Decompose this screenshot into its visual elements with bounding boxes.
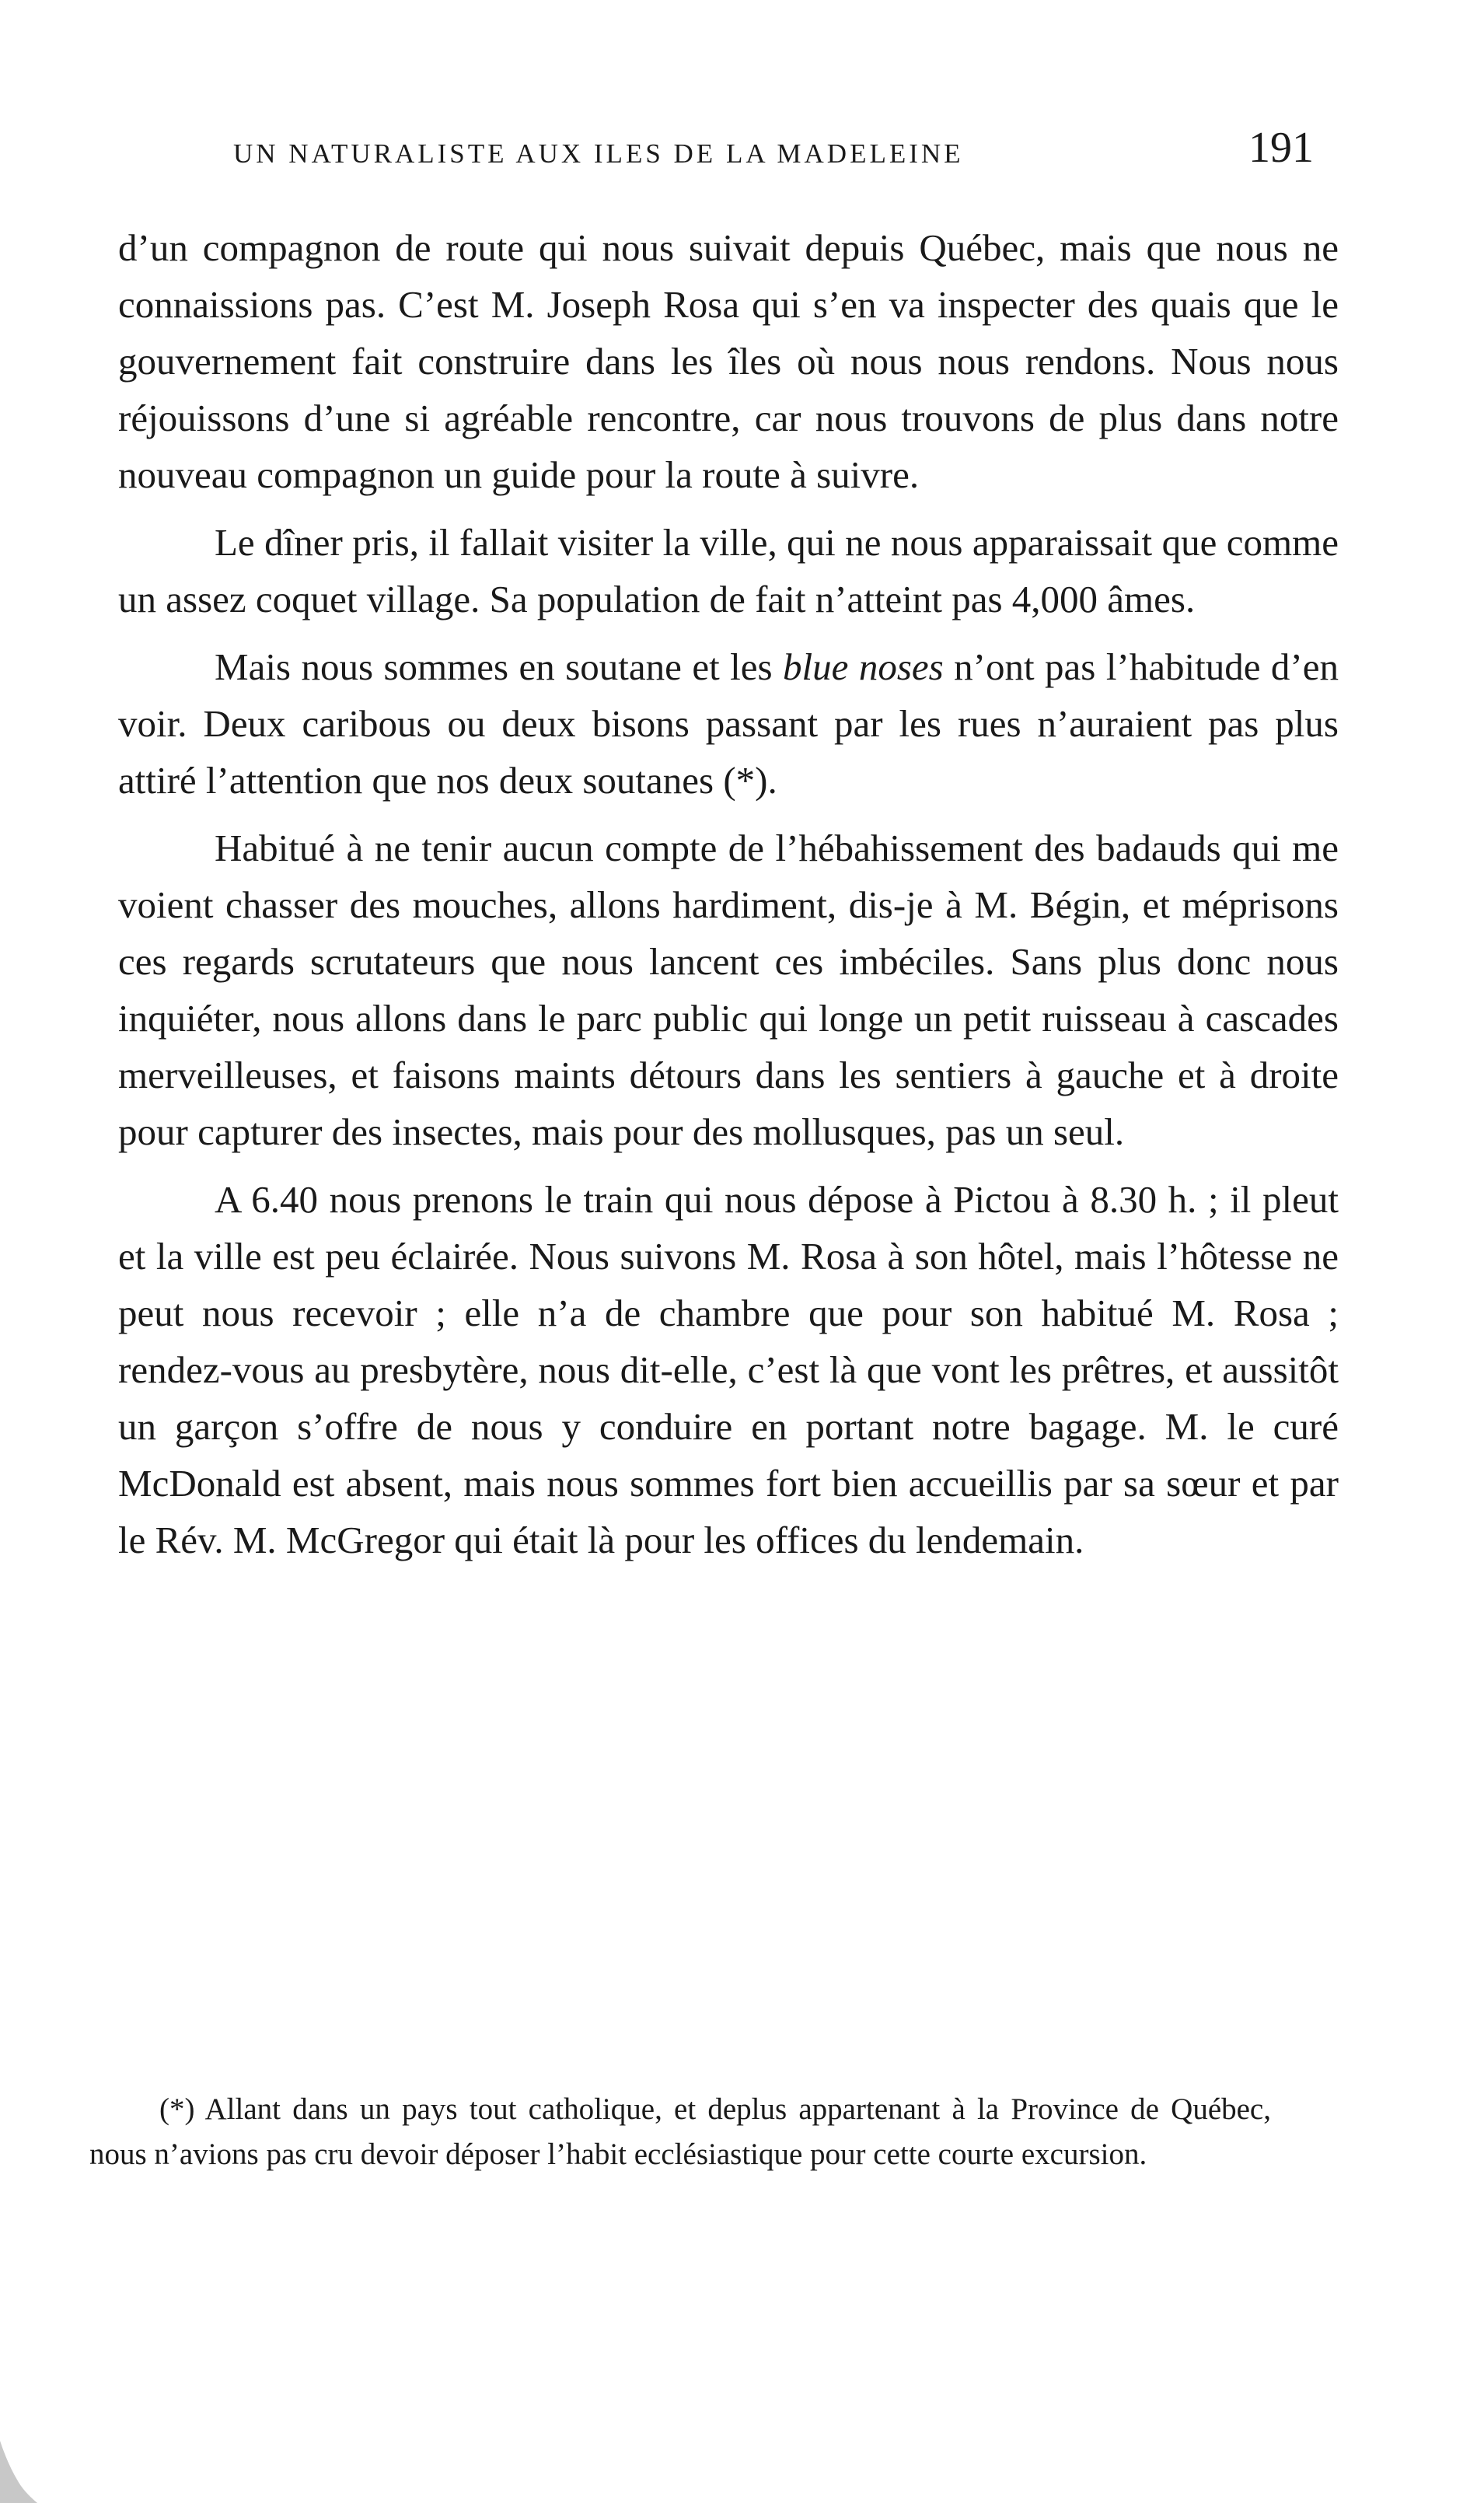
paragraph (118, 1171, 1339, 1568)
scan-edge-mark (0, 2410, 47, 2503)
paragraph-text: Le dîner pris, il fallait visiter la ville, qui ne nous apparaissait que comme un assez coquet village. Sa population de fait n’atteint pas 4,000 âmes. (118, 521, 1339, 621)
page-number: 191 (1248, 124, 1314, 172)
paragraph-text: n’ont pas l’habitude d’en voir. Deux caribous ou deux bisons passant par les rues n’auraient pas plus attiré l’attention que nos deux soutanes (*). (118, 645, 1339, 802)
footnote: (*) Allant dans un pays tout catholique, et deplus appartenant à la Province de Québec, nous n’avions pas cru devoir déposer l’habit ecclésiastique pour cette courte excursion. (89, 2092, 1271, 2171)
body-text (118, 219, 1339, 1579)
italic-phrase: blue noses (783, 645, 944, 688)
running-header (117, 117, 1329, 187)
running-header-title: UN NATURALISTE AUX ILES DE LA MADELEINE (233, 138, 964, 169)
paragraph-text: Mais nous sommes en soutane et les (215, 645, 784, 688)
paragraph-text: d’un compagnon de route qui nous suivait depuis Québec, mais que nous ne connaissions pas. C’est M. Joseph Rosa qui s’en va inspecter des quais que le gouvernement fait construire dans les îles où nous nous rendons. Nous nous réjouissons d’une si agréable rencontre, car nous trouvons de plus dans notre nouveau compagnon un guide pour la route à suivre. (118, 226, 1339, 496)
paragraph (118, 219, 1339, 503)
paragraph (118, 820, 1339, 1160)
paragraph (118, 514, 1339, 627)
paragraph-text: Habitué à ne tenir aucun compte de l’hébahissement des badauds qui me voient chasser des mouches, allons hardiment, dis-je à M. Bégin, et méprisons ces regards scrutateurs que nous lancent ces imbéciles. Sans plus donc nous inquiéter, nous allons dans le parc public qui longe un petit ruisseau à cascades merveilleuses, et faisons maints détours dans les sentiers à gauche et à droite pour capturer des insectes, mais pour des mollusques, pas un seul. (118, 827, 1339, 1153)
paragraph-text: A 6.40 nous prenons le train qui nous dépose à Pictou à 8.30 h. ; il pleut et la ville est peu éclairée. Nous suivons M. Rosa à son hôtel, mais l’hôtesse ne peut nous recevoir ; elle n’a de chambre que pour son habitué M. Rosa ; rendez-vous au presbytère, nous dit-elle, c’est là que vont les prêtres, et aussitôt un garçon s’offre de nous y conduire en portant notre bagage. M. le curé McDonald est absent, mais nous sommes fort bien accueillis par sa sœur et par le Rév. M. McGregor qui était là pour les offices du lendemain. (118, 1178, 1339, 1561)
paragraph (118, 638, 1339, 809)
